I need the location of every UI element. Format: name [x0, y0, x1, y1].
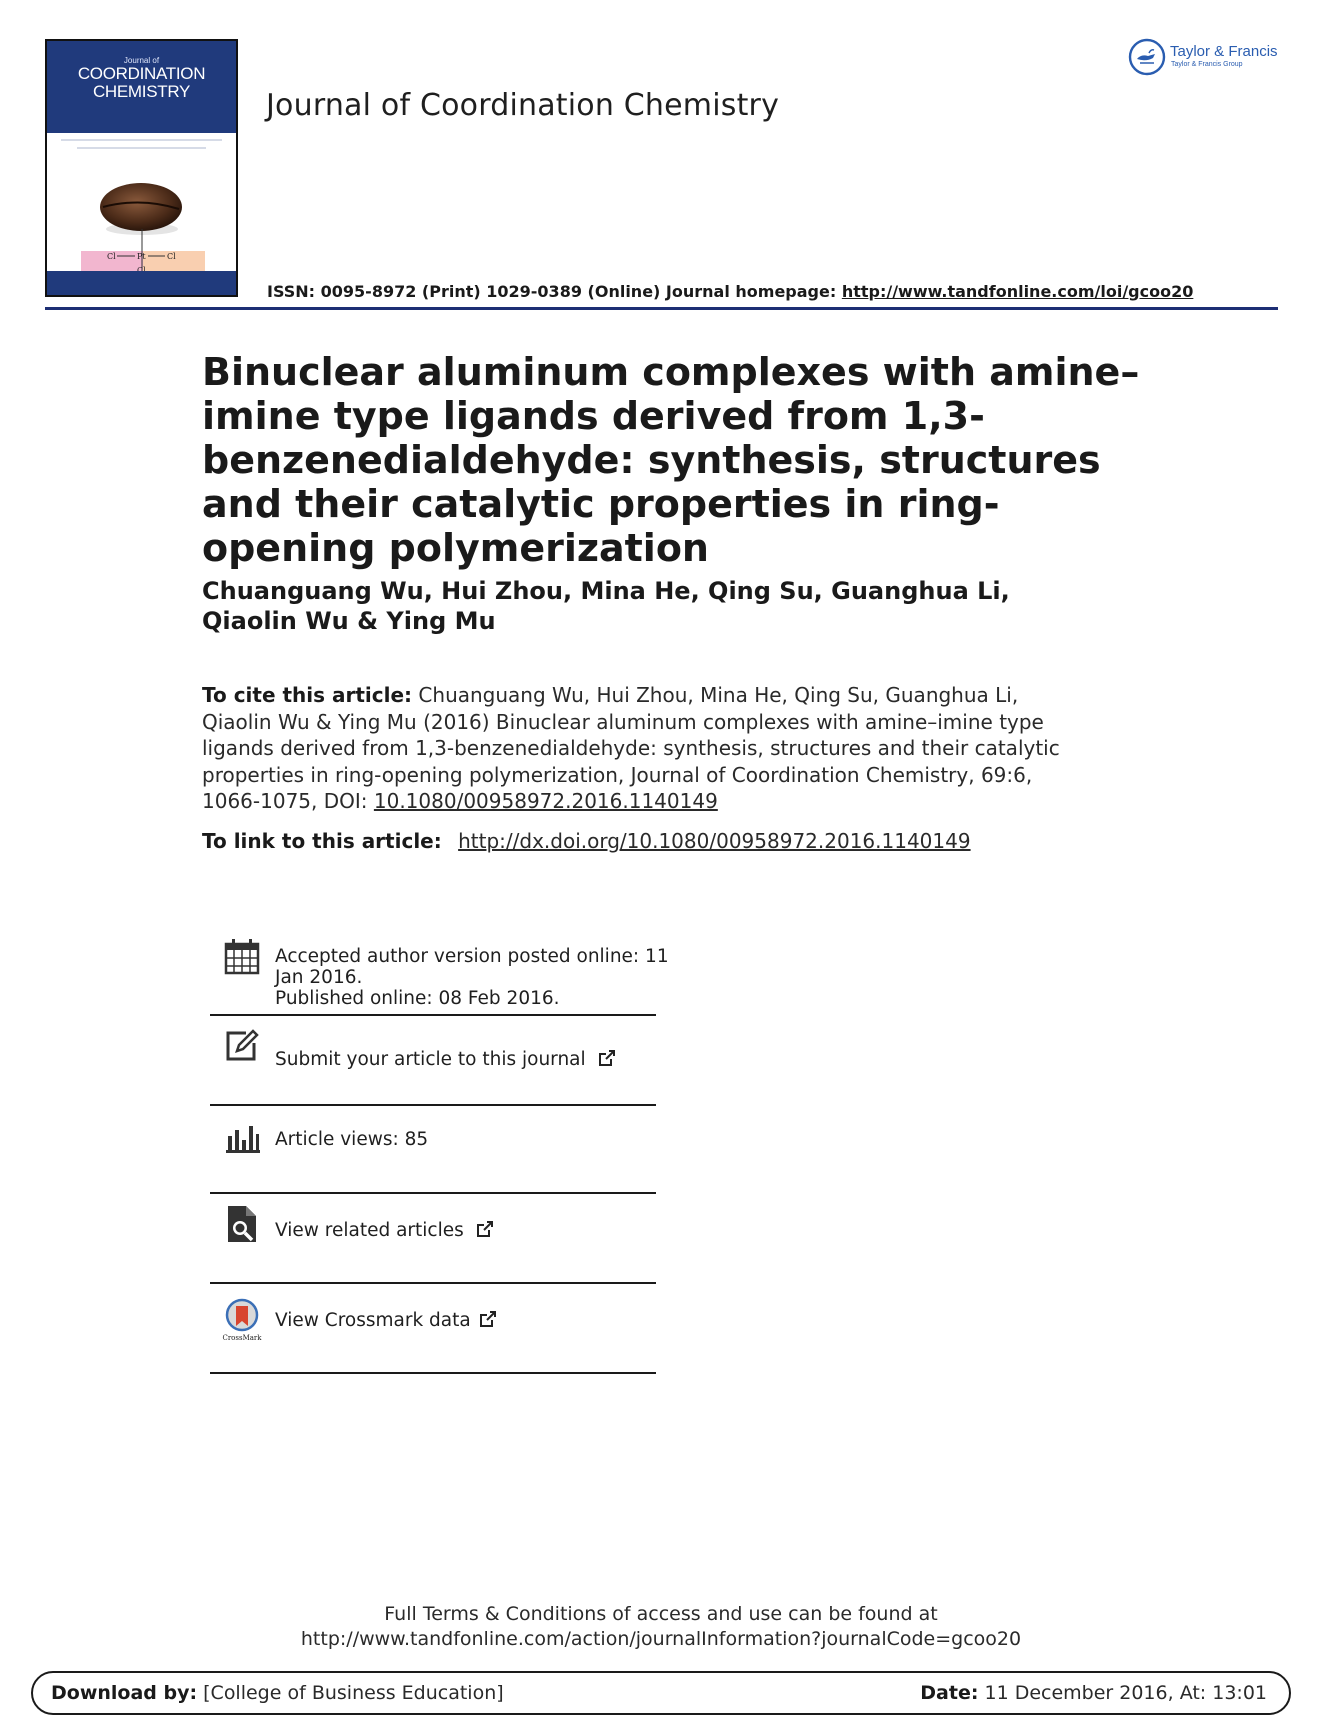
edit-icon	[222, 1025, 262, 1065]
crossmark-icon	[222, 1298, 262, 1342]
cover-title-small: Journal of	[123, 56, 160, 65]
related-label: View related articles	[275, 1220, 464, 1241]
calendar-icon	[222, 936, 262, 976]
cover-footer-band	[47, 271, 236, 295]
accepted-line-2: Jan 2016.	[275, 967, 363, 988]
publisher-lamp-icon	[1128, 38, 1166, 76]
journal-homepage-link[interactable]: http://www.tandfonline.com/loi/gcoo20	[841, 282, 1194, 301]
related-articles-row[interactable]	[210, 1194, 656, 1284]
article-views-row	[210, 1106, 656, 1194]
svg-text:Cl: Cl	[107, 252, 116, 261]
publisher-logo[interactable]	[1128, 38, 1278, 78]
download-date	[920, 1682, 1267, 1704]
article-title: Binuclear aluminum complexes with amine–imine type ligands derived from 1,3-benzenedialdehyde: synthesis, structures and their catalytic properties in ring-opening polymerization	[202, 350, 1140, 570]
date-value: 11 December 2016, At: 13:01	[978, 1682, 1267, 1704]
cover-title-line2: CHEMISTRY	[92, 82, 191, 101]
cover-illustration	[47, 41, 236, 295]
crossmark-row[interactable]	[210, 1284, 656, 1374]
svg-text:Cl: Cl	[167, 252, 176, 261]
external-link-icon	[479, 1310, 497, 1328]
download-info-bar	[31, 1671, 1291, 1715]
article-doi-link[interactable]: http://dx.doi.org/10.1080/00958972.2016.1140149	[458, 829, 971, 853]
crossmark-label: View Crossmark data	[275, 1310, 471, 1331]
dates-text	[275, 946, 669, 1009]
submit-label: Submit your article to this journal	[275, 1049, 586, 1070]
download-by	[51, 1682, 504, 1704]
article-views: Article views: 85	[275, 1129, 429, 1150]
submit-article-row[interactable]	[210, 1016, 656, 1106]
download-label: Download by:	[51, 1682, 198, 1704]
submit-link[interactable]	[275, 1049, 616, 1070]
cover-title-line1: COORDINATION	[77, 64, 206, 83]
date-label: Date:	[920, 1682, 979, 1704]
issn-line	[267, 282, 1193, 301]
terms-notice	[0, 1602, 1322, 1652]
crossmark-link[interactable]	[275, 1310, 497, 1331]
article-link-line	[202, 829, 971, 853]
accepted-line-1: Accepted author version posted online: 11	[275, 946, 669, 967]
download-institution: [College of Business Education]	[197, 1682, 504, 1704]
cite-doi-link[interactable]: 10.1080/00958972.2016.1140149	[373, 789, 718, 813]
publisher-group: Taylor & Francis Group	[1171, 61, 1243, 68]
cite-label: To cite this article:	[202, 683, 413, 707]
cite-text: Chuanguang Wu, Hui Zhou, Mina He, Qing Su, Guanghua Li, Qiaolin Wu & Ying Mu (2016) Binuclear aluminum complexes with amine–imine type ligands derived from 1,3-benzenedialdehyde: synthesis, structures and their catalytic properties in ring-opening polymerization, Journal of Coordination Chemistry, 69:6, 1066-1075, DOI:	[202, 683, 1060, 813]
citation-block	[202, 682, 1082, 815]
published-date: Published online: 08 Feb 2016.	[275, 988, 560, 1009]
crossmark-badge-text: CrossMark	[222, 1334, 262, 1342]
related-articles-link[interactable]	[275, 1220, 494, 1241]
bar-chart-icon	[222, 1116, 262, 1156]
publication-dates-row	[210, 936, 669, 1016]
journal-name: Journal of Coordination Chemistry	[266, 88, 780, 123]
terms-line-1: Full Terms & Conditions of access and use can be found at	[384, 1603, 938, 1625]
link-label: To link to this article:	[202, 829, 442, 853]
header-divider	[45, 307, 1278, 310]
document-search-icon	[222, 1204, 262, 1244]
journal-cover-image	[45, 39, 238, 297]
svg-text:Pt: Pt	[137, 252, 146, 261]
terms-url[interactable]: http://www.tandfonline.com/action/journalInformation?journalCode=gcoo20	[300, 1628, 1022, 1650]
external-link-icon	[476, 1220, 494, 1238]
publisher-name: Taylor & Francis	[1170, 43, 1278, 60]
external-link-icon	[598, 1049, 616, 1067]
article-authors: Chuanguang Wu, Hui Zhou, Mina He, Qing Su, Guanghua Li, Qiaolin Wu & Ying Mu	[202, 577, 1010, 635]
issn-text: ISSN: 0095-8972 (Print) 1029-0389 (Online) Journal homepage:	[267, 282, 842, 301]
